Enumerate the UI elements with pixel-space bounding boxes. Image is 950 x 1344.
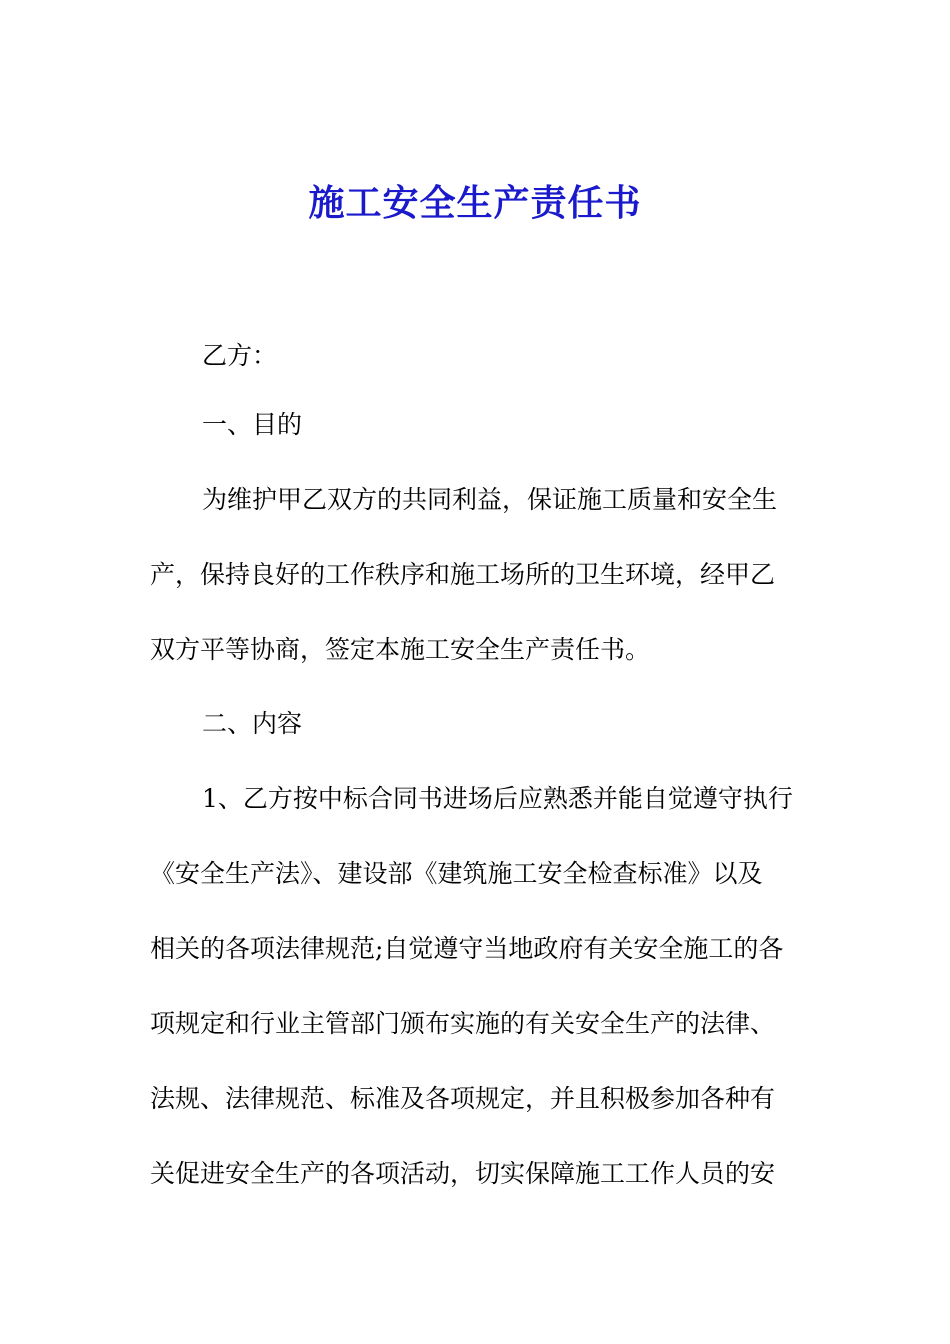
paragraph-line: 相关的各项法律规范;自觉遵守当地政府有关安全施工的各 bbox=[150, 934, 784, 963]
paragraph-line: 关促进安全生产的各项活动，切实保障施工工作人员的安 bbox=[150, 1159, 776, 1188]
section-heading-content: 二、内容 bbox=[202, 709, 303, 738]
document-title: 施工安全生产责任书 bbox=[308, 182, 642, 224]
paragraph-line: 产，保持良好的工作秩序和施工场所的卫生环境，经甲乙 bbox=[150, 560, 776, 589]
party-b-label: 乙方： bbox=[202, 341, 278, 370]
paragraph-line: 项规定和行业主管部门颁布实施的有关安全生产的法律、 bbox=[150, 1009, 776, 1038]
section-heading-purpose: 一、目的 bbox=[202, 410, 303, 439]
paragraph-line: 为维护甲乙双方的共同利益，保证施工质量和安全生 bbox=[202, 485, 778, 514]
paragraph-line: 双方平等协商，签定本施工安全生产责任书。 bbox=[150, 635, 651, 664]
paragraph-line: 《安全生产法》、建设部《建筑施工安全检查标准》以及 bbox=[150, 859, 763, 888]
paragraph-line: 法规、法律规范、标准及各项规定，并且积极参加各种有 bbox=[150, 1084, 776, 1113]
paragraph-line: 1、乙方按中标合同书进场后应熟悉并能自觉遵守执行 bbox=[202, 784, 793, 813]
